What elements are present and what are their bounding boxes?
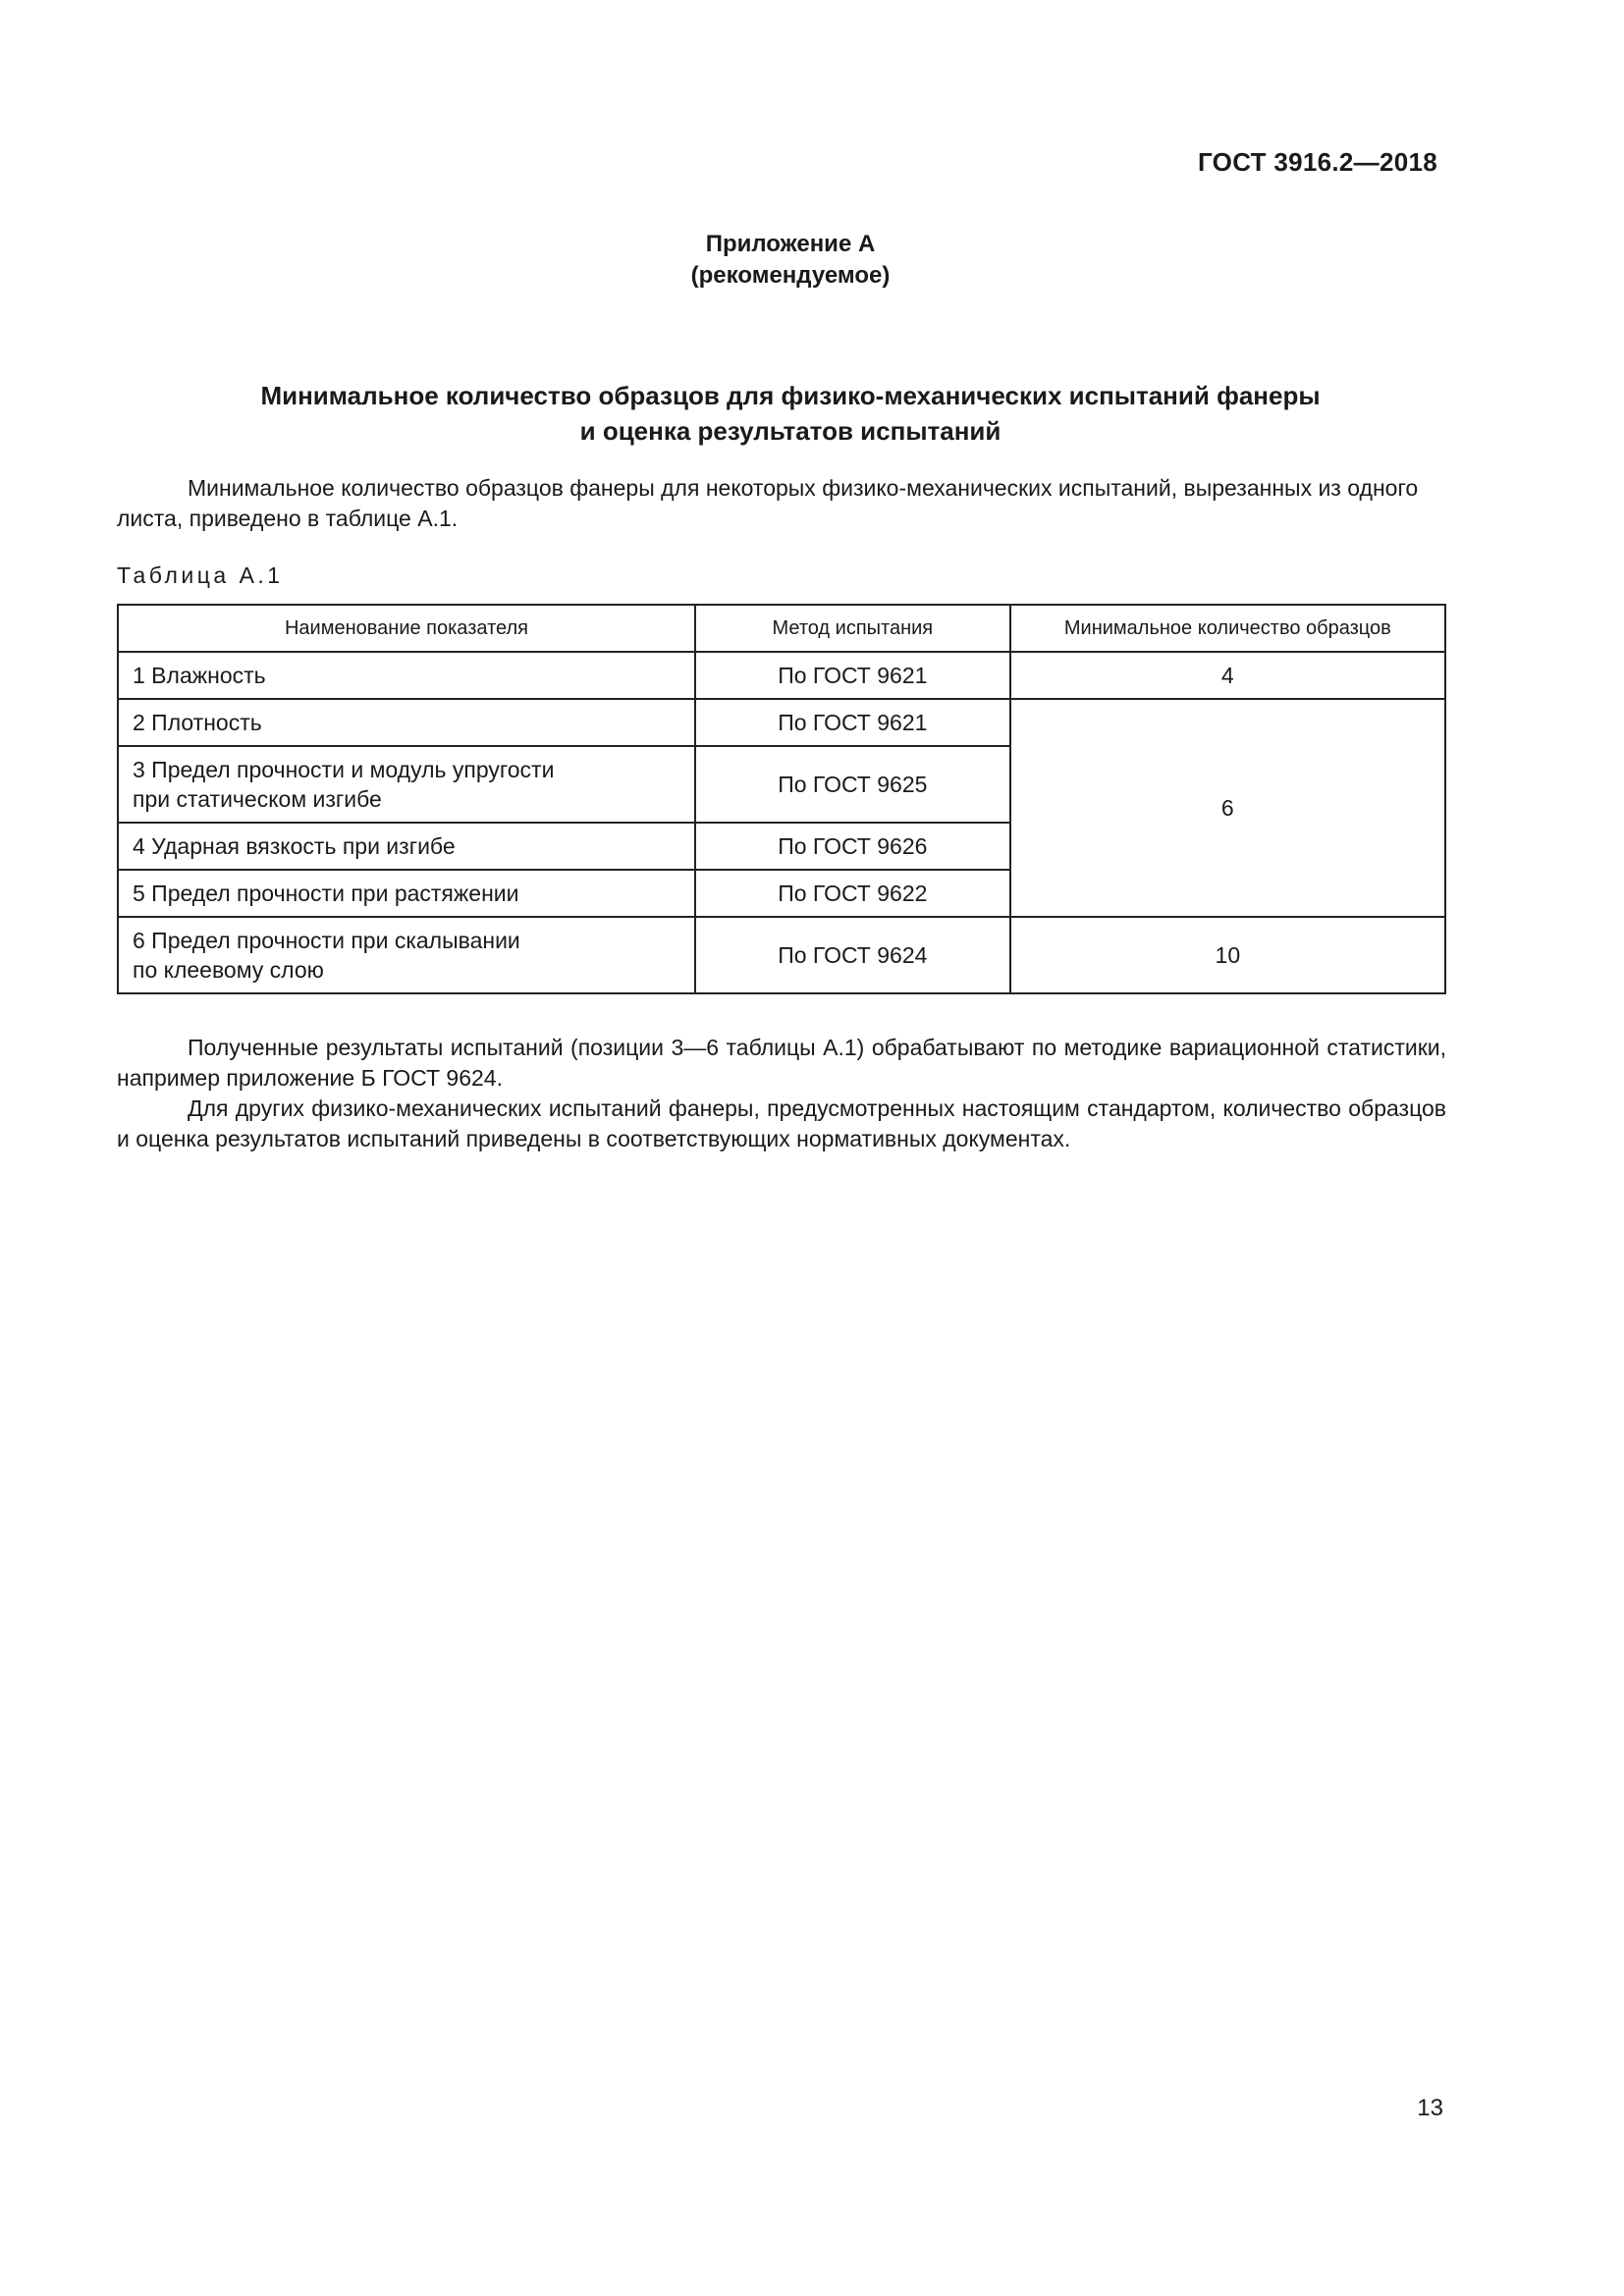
results-paragraph: Полученные результаты испытаний (позиции 3—6 таблицы А.1) обрабатывают по методике вариационной статистики, например приложение Б ГОСТ 9624.: [117, 1035, 1446, 1091]
indicator-name: 6 Предел прочности при скалывании: [133, 928, 520, 953]
body-text: [117, 1033, 1446, 1154]
indicator-name: 4 Ударная вязкость при изгибе: [133, 833, 456, 859]
method-cell: По ГОСТ 9621: [695, 652, 1010, 699]
method-cell: По ГОСТ 9626: [695, 823, 1010, 870]
table-caption: Таблица А.1: [117, 562, 284, 588]
page-number: 13: [1417, 2095, 1443, 2121]
indicator-cell: [118, 870, 695, 917]
intro-paragraph: Минимальное количество образцов фанеры для некоторых физико-механических испытаний, вырезанных из одного листа, приведено в таблице А.1.: [117, 475, 1419, 531]
table-row: [118, 917, 1445, 993]
indicator-cell: [118, 652, 695, 699]
indicator-cell: [118, 823, 695, 870]
method-cell: По ГОСТ 9621: [695, 699, 1010, 746]
method-cell: По ГОСТ 9625: [695, 746, 1010, 823]
indicator-cell: [118, 917, 695, 993]
document-header: ГОСТ 3916.2—2018: [1197, 147, 1437, 177]
indicator-name: 2 Плотность: [133, 710, 262, 735]
indicator-name: 1 Влажность: [133, 663, 266, 688]
specimen-table: [117, 604, 1446, 994]
section-title-line2: и оценка результатов испытаний: [579, 416, 1001, 446]
count-cell: 10: [1010, 917, 1445, 993]
indicator-name: 5 Предел прочности при растяжении: [133, 881, 519, 906]
appendix-status: (рекомендуемое): [690, 262, 891, 289]
header-method: Метод испытания: [695, 605, 1010, 652]
indicator-name-cont: при статическом изгибе: [133, 786, 382, 812]
count-cell-merged: 6: [1010, 699, 1445, 917]
method-cell: По ГОСТ 9622: [695, 870, 1010, 917]
method-cell: По ГОСТ 9624: [695, 917, 1010, 993]
indicator-name: 3 Предел прочности и модуль упругости: [133, 757, 555, 782]
header-indicator: Наименование показателя: [118, 605, 695, 652]
table-row: [118, 699, 1445, 746]
header-min-count: Минимальное количество образцов: [1010, 605, 1445, 652]
count-cell: 4: [1010, 652, 1445, 699]
section-title-line1: Минимальное количество образцов для физико-механических испытаний фанеры: [260, 381, 1321, 410]
other-tests-paragraph: Для других физико-механических испытаний фанеры, предусмотренных настоящим стандартом, количество образцов и оценка результатов испытаний приведены в соответствующих нормативных документах.: [117, 1095, 1446, 1151]
appendix-heading: [0, 229, 1581, 292]
table-header-row: [118, 605, 1445, 652]
appendix-title: Приложение А: [705, 231, 876, 257]
indicator-cell: [118, 746, 695, 823]
indicator-name-cont: по клеевому слою: [133, 957, 324, 983]
section-title: [0, 378, 1581, 449]
table-row: [118, 652, 1445, 699]
indicator-cell: [118, 699, 695, 746]
